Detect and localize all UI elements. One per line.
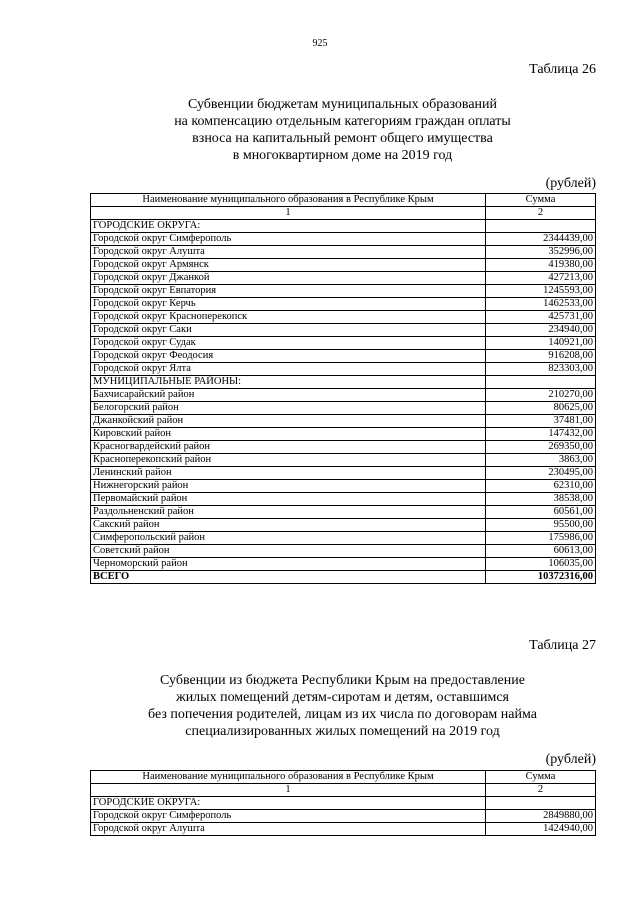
- row-sum: 916208,00: [486, 350, 596, 363]
- row-sum: 38538,00: [486, 493, 596, 506]
- row-name: Городской округ Ялта: [91, 363, 486, 376]
- table-row: [91, 545, 596, 558]
- row-name: Городской округ Симферополь: [91, 810, 486, 823]
- urban-rows: [91, 233, 596, 376]
- title-line: жилых помещений детям-сиротам и детям, оставшимся: [176, 690, 509, 705]
- row-sum: 95500,00: [486, 519, 596, 532]
- empty-cell: [486, 797, 596, 810]
- row-sum: 2344439,00: [486, 233, 596, 246]
- table-row: [91, 285, 596, 298]
- table-row: [91, 823, 596, 836]
- row-name: Сакский район: [91, 519, 486, 532]
- row-name: Джанкойский район: [91, 415, 486, 428]
- row-name: Первомайский район: [91, 493, 486, 506]
- row-sum: 140921,00: [486, 337, 596, 350]
- index-cell: 1: [91, 207, 486, 220]
- row-name: Бахчисарайский район: [91, 389, 486, 402]
- row-sum: 1462533,00: [486, 298, 596, 311]
- row-name: Белогорский район: [91, 402, 486, 415]
- row-name: Ленинский район: [91, 467, 486, 480]
- header-name: Наименование муниципального образования в Республике Крым: [91, 771, 486, 784]
- table-row: [91, 441, 596, 454]
- header-name: Наименование муниципального образования в Республике Крым: [91, 194, 486, 207]
- table-row: [91, 337, 596, 350]
- table-27-units: (рублей): [545, 752, 596, 767]
- table-row: [91, 363, 596, 376]
- table-row: [91, 532, 596, 545]
- header-row: [91, 771, 596, 784]
- section-label: МУНИЦИПАЛЬНЫЕ РАЙОНЫ:: [91, 376, 486, 389]
- row-sum: 37481,00: [486, 415, 596, 428]
- table-row: [91, 259, 596, 272]
- section-row: [91, 376, 596, 389]
- table-row: [91, 493, 596, 506]
- row-name: Советский район: [91, 545, 486, 558]
- table-26-label: Таблица 26: [529, 62, 596, 77]
- row-sum: 210270,00: [486, 389, 596, 402]
- row-sum: 425731,00: [486, 311, 596, 324]
- empty-cell: [486, 376, 596, 389]
- row-name: Городской округ Керчь: [91, 298, 486, 311]
- table-row: [91, 428, 596, 441]
- title-line: без попечения родителей, лицам из их числа по договорам найма: [148, 707, 537, 722]
- row-sum: 1245593,00: [486, 285, 596, 298]
- row-sum: 269350,00: [486, 441, 596, 454]
- table-row: [91, 467, 596, 480]
- row-sum: 823303,00: [486, 363, 596, 376]
- table-26-units: (рублей): [545, 176, 596, 191]
- row-sum: 1424940,00: [486, 823, 596, 836]
- table-27-title: [90, 672, 595, 740]
- row-sum: 80625,00: [486, 402, 596, 415]
- table-row: [91, 311, 596, 324]
- header-sum: Сумма: [486, 194, 596, 207]
- table-row: [91, 506, 596, 519]
- table-row: [91, 415, 596, 428]
- row-name: Городской округ Джанкой: [91, 272, 486, 285]
- row-sum: 147432,00: [486, 428, 596, 441]
- row-sum: 419380,00: [486, 259, 596, 272]
- table-row: [91, 558, 596, 571]
- urban-rows: [91, 810, 596, 836]
- total-row: [91, 571, 596, 584]
- table-26-title: [90, 96, 595, 164]
- table-row: [91, 810, 596, 823]
- table-27: [90, 770, 596, 836]
- row-sum: 2849880,00: [486, 810, 596, 823]
- row-sum: 230495,00: [486, 467, 596, 480]
- row-name: Городской округ Симферополь: [91, 233, 486, 246]
- row-sum: 106035,00: [486, 558, 596, 571]
- table-row: [91, 402, 596, 415]
- district-rows: [91, 389, 596, 571]
- row-name: Городской округ Евпатория: [91, 285, 486, 298]
- total-label: ВСЕГО: [91, 571, 486, 584]
- row-sum: 234940,00: [486, 324, 596, 337]
- row-name: Городской округ Алушта: [91, 246, 486, 259]
- title-line: Субвенции бюджетам муниципальных образований: [187, 97, 498, 112]
- index-row: [91, 207, 596, 220]
- row-sum: 3863,00: [486, 454, 596, 467]
- row-name: Городской округ Алушта: [91, 823, 486, 836]
- title-line: специализированных жилых помещений на 2019 год: [185, 724, 500, 739]
- table-row: [91, 480, 596, 493]
- empty-cell: [486, 220, 596, 233]
- section-label: ГОРОДСКИЕ ОКРУГА:: [91, 797, 486, 810]
- row-sum: 62310,00: [486, 480, 596, 493]
- table-row: [91, 246, 596, 259]
- row-name: Раздольненский район: [91, 506, 486, 519]
- table-row: [91, 233, 596, 246]
- row-name: Городской округ Феодосия: [91, 350, 486, 363]
- row-name: Городской округ Саки: [91, 324, 486, 337]
- table-27-label: Таблица 27: [529, 638, 596, 653]
- header-sum: Сумма: [486, 771, 596, 784]
- row-sum: 60613,00: [486, 545, 596, 558]
- title-line: Субвенции из бюджета Республики Крым на предоставление: [160, 673, 525, 688]
- index-cell: 2: [486, 207, 596, 220]
- table-row: [91, 298, 596, 311]
- total-sum: 10372316,00: [486, 571, 596, 584]
- table-26: [90, 193, 596, 584]
- row-name: Кировский район: [91, 428, 486, 441]
- row-sum: 427213,00: [486, 272, 596, 285]
- title-line: взноса на капитальный ремонт общего имущества: [192, 131, 493, 146]
- index-cell: 1: [91, 784, 486, 797]
- table-row: [91, 324, 596, 337]
- section-row: [91, 220, 596, 233]
- row-name: Красноперекопский район: [91, 454, 486, 467]
- page-number: 925: [312, 38, 328, 49]
- title-line: на компенсацию отдельным категориям граждан оплаты: [174, 114, 511, 129]
- section-row: [91, 797, 596, 810]
- table-row: [91, 389, 596, 402]
- table-row: [91, 350, 596, 363]
- row-name: Городской округ Армянск: [91, 259, 486, 272]
- table-row: [91, 519, 596, 532]
- table-row: [91, 454, 596, 467]
- row-sum: 352996,00: [486, 246, 596, 259]
- header-row: [91, 194, 596, 207]
- row-sum: 175986,00: [486, 532, 596, 545]
- row-name: Городской округ Судак: [91, 337, 486, 350]
- title-line: в многоквартирном доме на 2019 год: [232, 148, 453, 163]
- table-row: [91, 272, 596, 285]
- row-sum: 60561,00: [486, 506, 596, 519]
- index-row: [91, 784, 596, 797]
- row-name: Нижнегорский район: [91, 480, 486, 493]
- section-label: ГОРОДСКИЕ ОКРУГА:: [91, 220, 486, 233]
- row-name: Черноморский район: [91, 558, 486, 571]
- row-name: Красногвардейский район: [91, 441, 486, 454]
- row-name: Симферопольский район: [91, 532, 486, 545]
- index-cell: 2: [486, 784, 596, 797]
- row-name: Городской округ Красноперекопск: [91, 311, 486, 324]
